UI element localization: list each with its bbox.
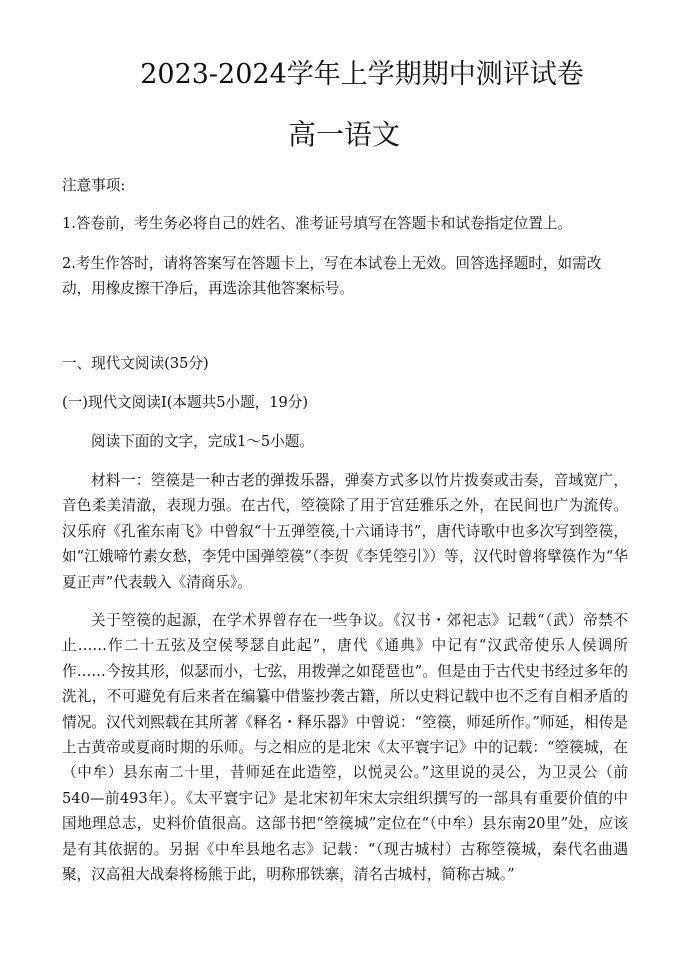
notice-item-2: 2.考生作答时，请将答案写在答题卡上，写在本试卷上无效。回答选择题时，如需改动，用橡皮擦干净后，再选涂其他答案标号。 <box>62 255 602 298</box>
passage-paragraph-2: 关于箜篌的起源，在学术界曾存在一些争议。《汉书・郊祀志》记载“（武）帝禁不止……作二十五弦及空侯琴瑟自此起”，唐代《通典》中记有“汉武帝使乐人侯调所作……今按其形，似瑟而小，七弦，用拨弹之如琵琶也”。但是由于古代史书经过多年的洗礼，不可避免有后来者在编纂中借鉴抄袭古籍，所以史料记载中也不乏有自相矛盾的情况。汉代刘熙载在其所著《释名・释乐器》中曾说：“箜篌，师延所作。”师延，相传是上古黄帝或夏商时期的乐师。与之相应的是北宋《太平寰宇记》中的记载：“箜篌城，在（中牟）县东南二十里，昔师延在此造箜，以悦灵公。”这里说的灵公，为卫灵公（前540—前493年）。《太平寰宇记》是北宋初年宋太宗组织撰写的一部具有重要价值的中国地理总志，史料价值很高。这部书把“箜篌城”定位在“（中牟）县东南20里”处，应该是有其依据的。另据《中牟县地名志》记载：“（现古城村）古称箜篌城，秦代名曲遇聚，汉高祖大战秦将杨熊于此，明称邢铁寨，清名古城村，简称古城。” <box>62 612 628 884</box>
exam-subject: 高一语文 <box>287 118 400 151</box>
section-heading: 一、现代文阅读(35分) <box>62 355 209 372</box>
sub-section-heading: (一)现代文阅读I(本题共5小题，19分) <box>62 394 309 411</box>
reading-instruction: 阅读下面的文字，完成1～5小题。 <box>91 433 314 450</box>
notice-item-1: 1.答卷前，考生务必将自己的姓名、准考证号填写在答题卡和试卷指定位置上。 <box>62 215 573 232</box>
exam-title: 2023-2024学年上学期期中测评试卷 <box>140 59 584 90</box>
notice-heading: 注意事项: <box>62 177 126 194</box>
passage-paragraph-1: 材料一：箜篌是一种古老的弹拨乐器，弹奏方式多以竹片拨奏或击奏，音域宽广，音色柔美清澈，表现力强。在古代，箜篌除了用于宫廷雅乐之外，在民间也广为流传。汉乐府《孔雀东南飞》中曾叙“十五弹箜篌,十六诵诗书”，唐代诗歌中也多次写到箜篌，如“江娥啼竹素女愁，李凭中国弹箜篌”（李贺《李凭箜引》）等，汉代时曾将擘篌作为“华夏正声”代表载入《清商乐》。 <box>62 472 628 591</box>
